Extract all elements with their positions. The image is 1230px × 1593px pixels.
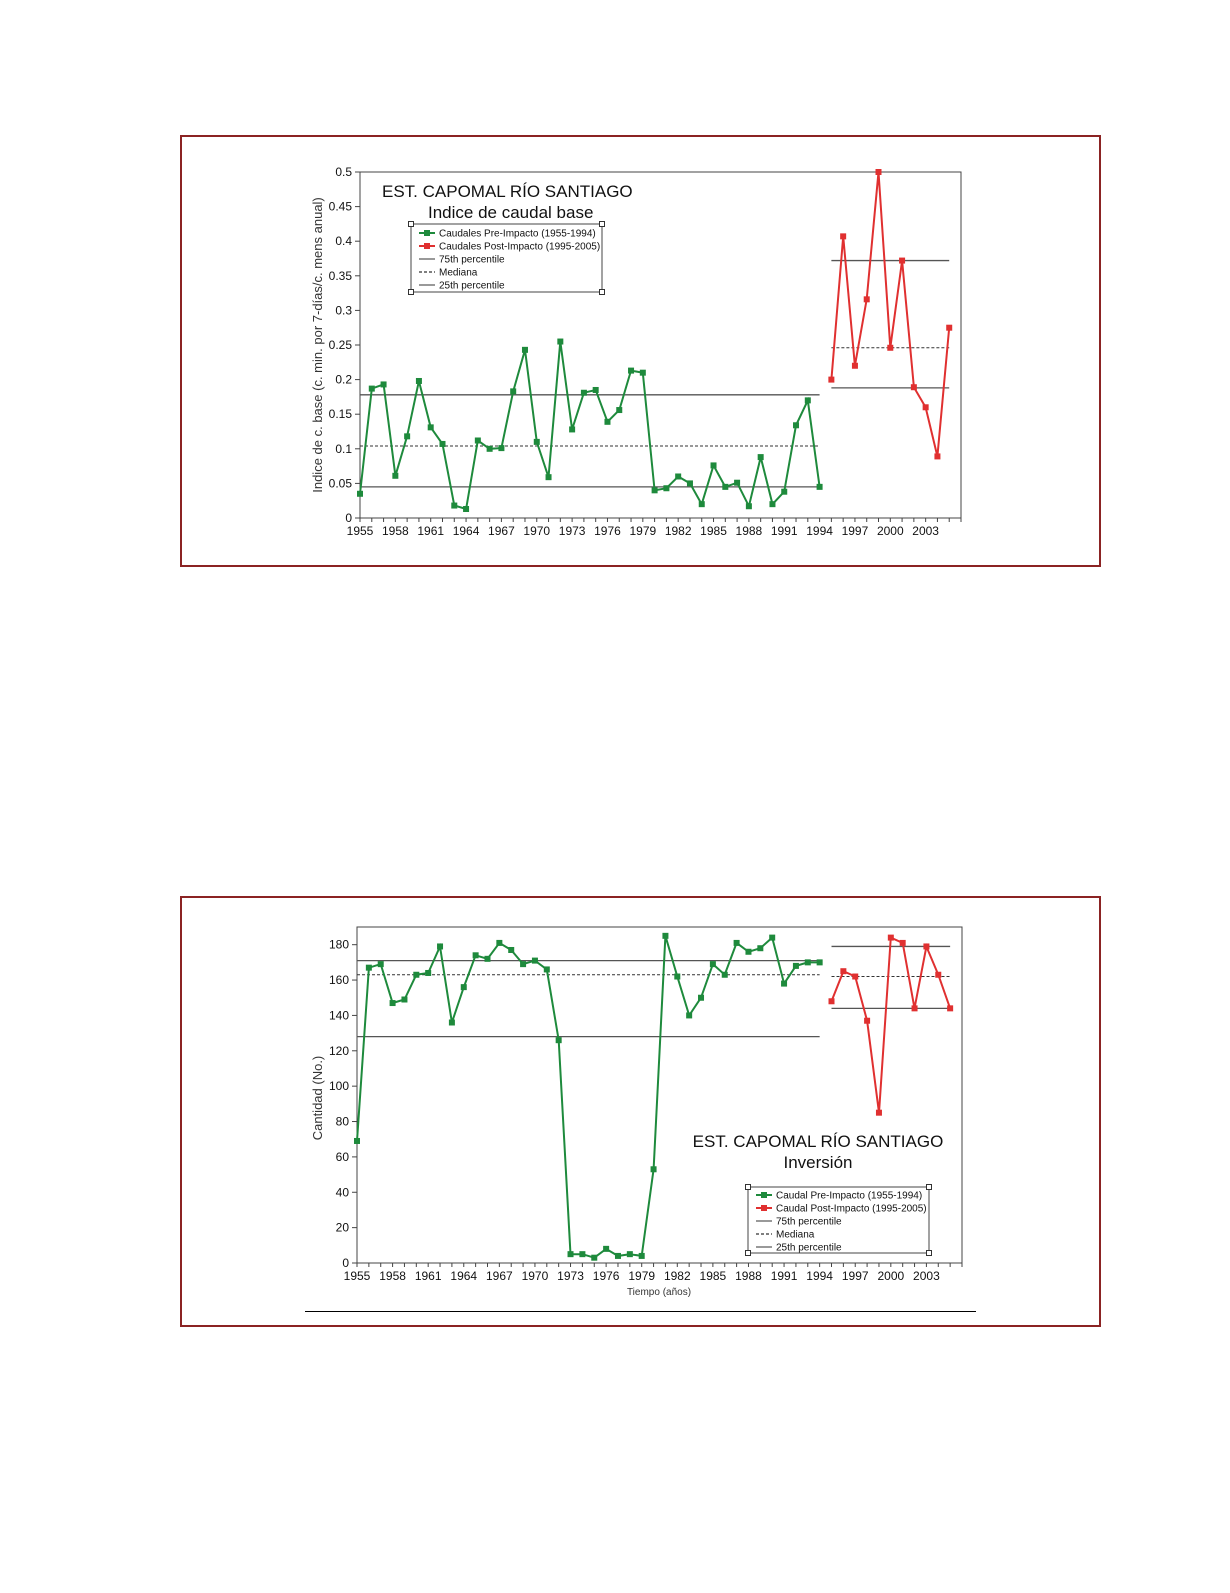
y-tick-label: 40: [335, 1185, 349, 1200]
data-point-pre: [628, 368, 634, 374]
legend-handle: [600, 222, 605, 227]
data-point-pre: [369, 386, 375, 392]
x-tick-label: 1976: [594, 524, 621, 538]
legend-marker-pre: [761, 1192, 767, 1198]
data-point-pre: [675, 473, 681, 479]
x-tick-label: 1967: [488, 524, 515, 538]
data-point-post: [911, 384, 917, 390]
x-tick-label: 1985: [699, 1269, 727, 1283]
data-point-pre: [615, 1253, 621, 1259]
data-point-pre: [498, 445, 504, 451]
data-point-pre: [793, 422, 799, 428]
x-tick-label: 1991: [770, 1269, 798, 1283]
data-point-pre: [722, 484, 728, 490]
x-tick-label: 2000: [876, 524, 904, 538]
data-point-pre: [640, 370, 646, 376]
y-tick-label: 0.45: [328, 199, 352, 214]
data-point-pre: [757, 945, 763, 951]
data-point-pre: [793, 963, 799, 969]
data-point-pre: [425, 970, 431, 976]
x-tick-label: 1976: [592, 1269, 620, 1283]
y-axis-title: Indice de c. base (c. min. por 7-días/c. mens anual): [310, 197, 325, 493]
data-point-pre: [639, 1253, 645, 1259]
data-point-post: [888, 935, 894, 941]
data-point-pre: [674, 974, 680, 980]
data-point-pre: [475, 437, 481, 443]
data-point-pre: [487, 446, 493, 452]
data-point-pre: [663, 485, 669, 491]
data-point-pre: [746, 503, 752, 509]
data-point-pre: [546, 474, 552, 480]
data-point-pre: [769, 501, 775, 507]
x-tick-label: 1982: [664, 524, 692, 538]
legend-label-median: Mediana: [439, 267, 478, 279]
data-point-post: [912, 1005, 918, 1011]
x-tick-label: 1958: [379, 1269, 406, 1283]
legend-marker-pre: [424, 230, 430, 236]
y-tick-label: 0.5: [335, 165, 352, 179]
x-tick-label: 2003: [912, 524, 939, 538]
data-point-post: [899, 258, 905, 264]
data-point-pre: [357, 491, 363, 497]
data-point-pre: [569, 426, 575, 432]
y-axis-title: Cantidad (No.): [310, 1055, 325, 1141]
chart-subtitle: Inversión: [783, 1153, 853, 1172]
x-tick-label: 1994: [806, 1269, 833, 1283]
data-point-pre: [366, 965, 372, 971]
legend-label-median: Mediana: [776, 1229, 815, 1241]
data-point-pre: [413, 972, 419, 978]
legend-handle: [746, 1251, 751, 1256]
y-tick-label: 0.15: [328, 407, 352, 422]
data-point-pre: [591, 1255, 597, 1261]
data-point-pre: [710, 961, 716, 967]
x-tick-label: 1982: [663, 1269, 691, 1283]
x-tick-label: 1997: [841, 1269, 869, 1283]
data-point-post: [840, 233, 846, 239]
x-tick-label: 1973: [558, 524, 586, 538]
data-point-pre: [758, 454, 764, 460]
chart-frame-caudal-base: [180, 135, 1101, 567]
data-point-pre: [439, 441, 445, 447]
y-tick-label: 60: [335, 1149, 349, 1164]
x-axis-title: Tiempo (años): [626, 1287, 692, 1298]
data-point-pre: [817, 959, 823, 965]
x-tick-label: 2003: [913, 1269, 940, 1283]
legend-handle: [746, 1185, 751, 1190]
data-point-pre: [461, 984, 467, 990]
chart-inversion: [182, 898, 1103, 1329]
chart-title: EST. CAPOMAL RÍO SANTIAGO: [382, 182, 633, 201]
legend-label-post: Caudal Post-Impacto (1995-2005): [776, 1203, 927, 1215]
y-tick-label: 0.05: [328, 476, 352, 491]
data-point-post: [876, 1110, 882, 1116]
legend-marker-post: [761, 1205, 767, 1211]
data-point-post: [852, 363, 858, 369]
data-point-pre: [437, 943, 443, 949]
y-tick-label: 0.25: [328, 338, 352, 352]
y-tick-label: 0.3: [335, 303, 352, 318]
data-point-pre: [805, 959, 811, 965]
data-point-pre: [603, 1246, 609, 1252]
data-point-pre: [473, 952, 479, 958]
data-point-pre: [496, 940, 502, 946]
data-point-pre: [556, 1037, 562, 1043]
data-point-pre: [534, 439, 540, 445]
data-point-pre: [817, 484, 823, 490]
data-point-pre: [532, 958, 538, 964]
data-point-pre: [557, 339, 563, 345]
data-point-post: [864, 296, 870, 302]
x-tick-label: 1988: [735, 524, 763, 538]
data-point-post: [923, 943, 929, 949]
data-point-post: [946, 325, 952, 331]
data-point-pre: [652, 487, 658, 493]
data-point-pre: [734, 940, 740, 946]
data-point-post: [934, 453, 940, 459]
data-point-pre: [463, 506, 469, 512]
data-point-post: [923, 404, 929, 410]
data-point-pre: [579, 1251, 585, 1257]
data-point-post: [864, 1018, 870, 1024]
data-point-pre: [484, 956, 490, 962]
chart-title: EST. CAPOMAL RÍO SANTIAGO: [692, 1132, 944, 1151]
x-tick-label: 1979: [628, 1269, 656, 1283]
data-point-pre: [392, 473, 398, 479]
x-tick-label: 1973: [557, 1269, 584, 1283]
x-tick-label: 1961: [417, 524, 445, 538]
series-line-post: [832, 938, 951, 1113]
legend-label-pre: Caudales Pre-Impacto (1955-1994): [439, 228, 596, 240]
data-point-post: [935, 972, 941, 978]
data-point-pre: [378, 961, 384, 967]
y-tick-label: 0.4: [335, 234, 352, 249]
data-point-pre: [604, 419, 610, 425]
data-point-pre: [616, 407, 622, 413]
data-point-pre: [769, 935, 775, 941]
y-tick-label: 0.2: [335, 372, 352, 387]
legend-label-p75: 75th percentile: [776, 1216, 842, 1228]
data-point-pre: [404, 433, 410, 439]
data-point-pre: [745, 949, 751, 955]
series-line-post: [831, 172, 949, 456]
legend-label-p25: 25th percentile: [776, 1242, 842, 1254]
data-point-pre: [686, 1012, 692, 1018]
y-tick-label: 0: [345, 511, 352, 525]
data-point-pre: [711, 462, 717, 468]
x-tick-label: 1958: [382, 524, 409, 538]
x-tick-label: 1985: [700, 524, 727, 538]
data-point-pre: [508, 947, 514, 953]
data-point-pre: [451, 503, 457, 509]
x-tick-label: 1964: [452, 524, 480, 538]
data-point-post: [828, 377, 834, 383]
data-point-pre: [510, 388, 516, 394]
x-tick-label: 1970: [523, 524, 551, 538]
legend-handle: [927, 1251, 932, 1256]
data-point-post: [887, 345, 893, 351]
x-tick-label: 1955: [343, 1269, 371, 1283]
x-tick-label: 1967: [486, 1269, 513, 1283]
data-point-pre: [449, 1019, 455, 1025]
data-point-pre: [390, 1000, 396, 1006]
x-tick-label: 1979: [629, 524, 657, 538]
x-tick-label: 1964: [450, 1269, 478, 1283]
legend-label-p75: 75th percentile: [439, 254, 505, 266]
x-tick-label: 1994: [806, 524, 833, 538]
data-point-pre: [734, 480, 740, 486]
data-point-pre: [544, 966, 550, 972]
x-tick-label: 1955: [346, 524, 374, 538]
data-point-pre: [401, 997, 407, 1003]
y-tick-label: 0: [342, 1256, 349, 1270]
y-tick-label: 0.35: [328, 268, 352, 283]
data-point-pre: [722, 972, 728, 978]
legend-label-p25: 25th percentile: [439, 280, 505, 292]
data-point-post: [829, 998, 835, 1004]
x-tick-label: 1988: [735, 1269, 762, 1283]
data-point-pre: [781, 981, 787, 987]
y-tick-label: 140: [328, 1008, 349, 1023]
y-tick-label: 120: [328, 1043, 349, 1058]
x-tick-label: 1997: [841, 524, 869, 538]
data-point-pre: [581, 390, 587, 396]
data-point-post: [900, 940, 906, 946]
data-point-pre: [354, 1138, 360, 1144]
legend-handle: [409, 222, 414, 227]
data-point-pre: [627, 1251, 633, 1257]
y-tick-label: 80: [335, 1114, 349, 1129]
data-point-post: [947, 1005, 953, 1011]
data-point-pre: [805, 397, 811, 403]
data-point-pre: [662, 933, 668, 939]
legend-label-post: Caudales Post-Impacto (1995-2005): [439, 241, 601, 253]
x-tick-label: 1961: [414, 1269, 442, 1283]
legend-marker-post: [424, 243, 430, 249]
x-tick-label: 2000: [877, 1269, 905, 1283]
data-point-pre: [520, 961, 526, 967]
chart-frame-inversion: [180, 896, 1101, 1327]
data-point-post: [876, 169, 882, 175]
x-tick-label: 1991: [770, 524, 798, 538]
data-point-pre: [568, 1251, 574, 1257]
data-point-post: [852, 974, 858, 980]
legend-label-pre: Caudal Pre-Impacto (1955-1994): [776, 1190, 923, 1202]
legend-handle: [409, 290, 414, 295]
data-point-pre: [522, 347, 528, 353]
chart-caudal-base: [182, 137, 1103, 569]
data-point-pre: [416, 378, 422, 384]
data-point-pre: [781, 489, 787, 495]
data-point-pre: [428, 424, 434, 430]
x-tick-label: 1970: [521, 1269, 549, 1283]
data-point-pre: [698, 995, 704, 1001]
data-point-pre: [687, 480, 693, 486]
data-point-pre: [381, 381, 387, 387]
data-point-pre: [651, 1166, 657, 1172]
y-tick-label: 160: [328, 973, 349, 988]
y-tick-label: 180: [328, 937, 349, 952]
legend-handle: [600, 290, 605, 295]
data-point-pre: [699, 501, 705, 507]
legend-handle: [927, 1185, 932, 1190]
data-point-pre: [593, 387, 599, 393]
data-point-post: [840, 968, 846, 974]
y-tick-label: 20: [335, 1220, 349, 1235]
chart-subtitle: Indice de caudal base: [428, 203, 594, 222]
y-tick-label: 0.1: [335, 441, 352, 456]
y-tick-label: 100: [328, 1079, 349, 1094]
separator-line: [305, 1311, 976, 1312]
